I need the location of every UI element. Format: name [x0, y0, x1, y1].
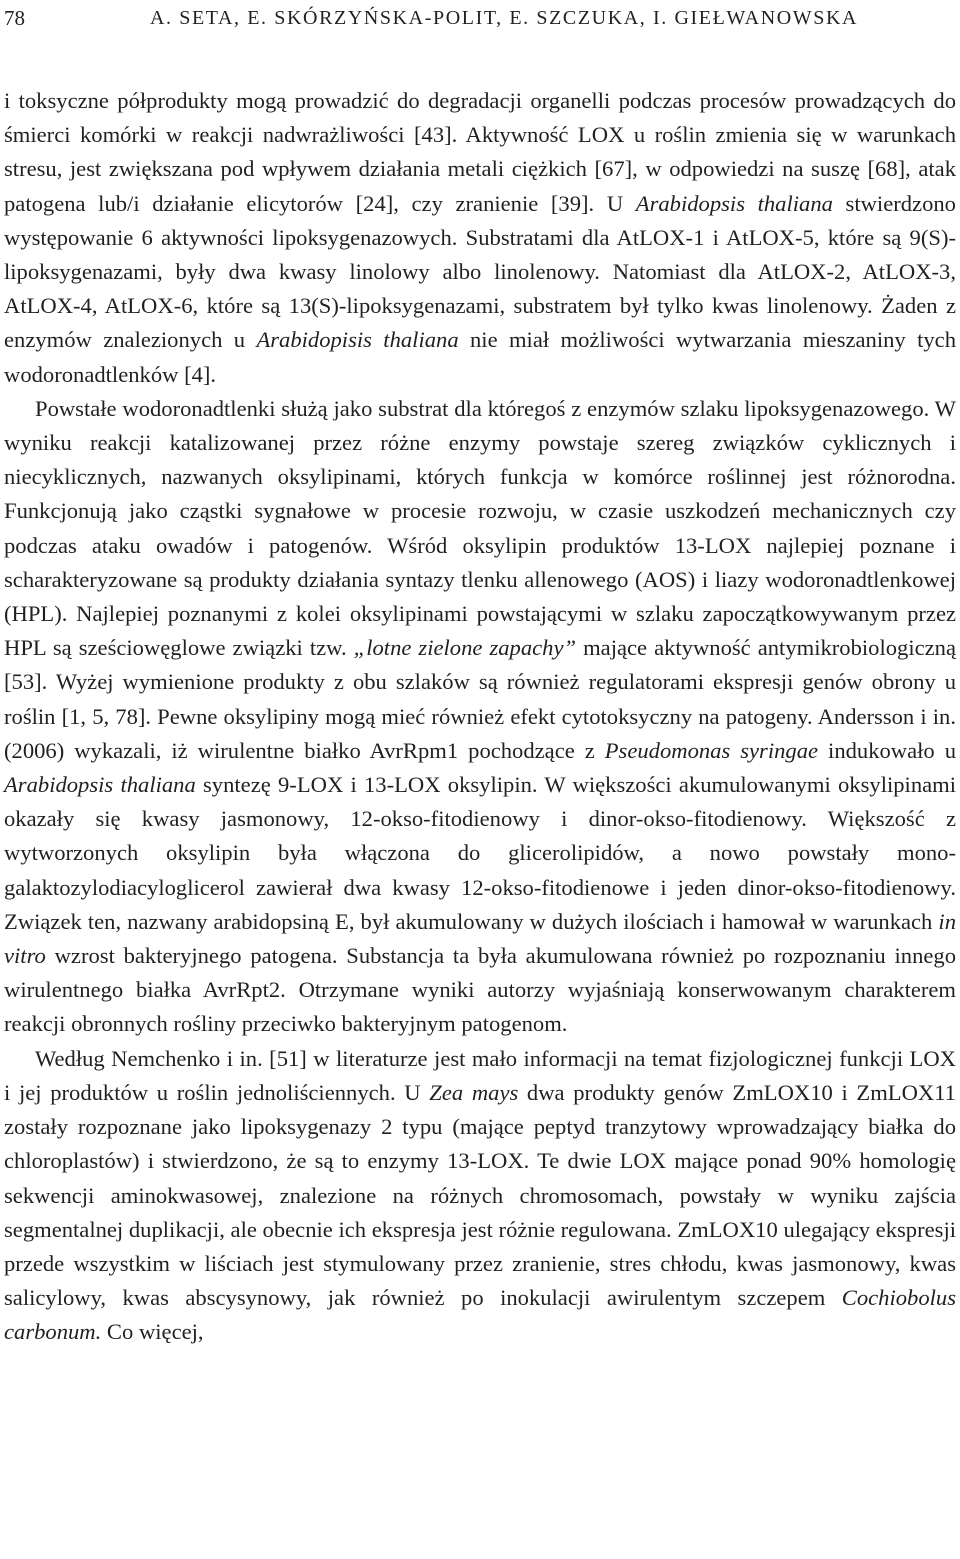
text-segment: Powstałe wodoronadtlenki służą jako substrat dla któregoś z enzymów szlaku lipoksygenazowego. W wyniku reakcji katalizowanej przez różne enzymy powstaje szereg związków cyklicznych i niecyklicznych, nazwanych oksylipinami, których funkcja w komórce roślinnej jest różnorodna. Funkcjonują jako cząstki sygnałowe w procesie rozwoju, w czasie uszkodzeń mechanicznych czy podczas ataku owadów i patogenów. Wśród oksylipin produktów 13-LOX najlepiej poznane i scharakteryzowane są produkty działania syntazy tlenku allenowego (AOS) i liazy wodoronadtlenkowej (HPL). Najlepiej poznanymi z kolei oksylipinami powstającymi w szlaku zapoczątkowywanym przez HPL są sześciowęglowe związki tzw. — [4, 395, 957, 661]
page-header — [4, 4, 956, 34]
text-segment: i toksyczne półprodukty mogą prowadzić do degradacji organelli podczas procesów prowadzących do śmierci komórki w reakcji nadwrażliwości [43]. Aktywność LOX u roślin zmienia się w warunkach stresu, jest zwiększana pod wpływem działania metali ciężkich [67], w odpowiedzi na suszę [68], atak patogena lub/i działanie elicytorów [24], czy zranienie [39]. U — [4, 88, 956, 216]
species-name: Zea mays — [429, 1079, 519, 1105]
species-name: Cochiobolus carbonum. — [4, 1285, 956, 1345]
text-segment: nie miał możliwości wytwarzania mieszaniny tych wodoronadtlenków [4]. — [4, 327, 956, 387]
page-number: 78 — [4, 6, 25, 30]
body-text — [4, 84, 956, 1350]
text-segment: dwa produkty genów ZmLOX10 i ZmLOX11 zostały rozpoznane jako lipoksygenazy 2 typu (mające peptyd tranzytowy wprowadzający białka do chloroplastów) i stwierdzono, że są to enzymy 13-LOX. Te dwie LOX mające ponad 90% homologię sekwencji aminokwasowej, znalezione na różnych chromosomach, powstały w wyniku zajścia segmentalnej duplikacji, ale obecnie ich ekspresja jest różnie regulowana. ZmLOX10 ulegający ekspresji przede wszystkim w liściach jest stymulowany przez zranienie, stres chłodu, kwas jasmonowy, kwas salicylowy, kwas abscysynowy, jak również po inokulacji awirulentym szczepem — [4, 1079, 956, 1311]
text-segment: stwierdzono występowanie 6 aktywności lipoksygenazowych. Substratami dla AtLOX-1 i AtLOX-5, które są 9(S)-lipoksygenazami, były dwa kwasy linolowy albo linolenowy. Natomiast dla AtLOX-2, AtLOX-3, AtLOX-4, AtLOX-6, które są 13(S)-lipoksygenazami, substratem był tylko kwas linolenowy. Żaden z enzymów znalezionych u — [4, 190, 956, 353]
text-segment: syntezę 9-LOX i 13-LOX oksylipin. W większości akumulowanymi oksylipinami okazały się kwasy jasmonowy, 12-okso-fitodienowy i dinor-okso-fitodienowy. Większość z wytworzonych oksylipin była włączona do glicerolipidów, a nowo powstały mono-galaktozylodiacyloglicerol zawierał dwa kwasy 12-okso-fitodienowe i jeden dinor-okso-fitodienowy. Związek ten, nazwany arabidopsiną E, był akumulowany w dużych ilościach i hamował w warunkach — [4, 772, 956, 934]
text-segment: indukowało u — [818, 737, 956, 763]
species-name: Arabidopsis thaliana — [635, 190, 833, 216]
paragraph-2 — [4, 392, 956, 1042]
paragraph-3 — [4, 1042, 956, 1350]
text-segment: Według Nemchenko i in. [51] w literaturze jest mało informacji na temat fizjologicznej funkcji LOX i jej produktów u roślin jednoliściennych. U — [4, 1045, 956, 1105]
species-name: Arabidopsis thaliana — [4, 772, 196, 798]
running-head-authors: A. SETA, E. SKÓRZYŃSKA-POLIT, E. SZCZUKA, I. GIEŁWANOWSKA — [150, 7, 859, 29]
text-segment: mające aktywność antymikrobiologiczną [53]. Wyżej wymienione produkty z obu szlaków są również regulatorami ekspresji genów obrony u roślin [1, 5, 78]. Pewne oksylipiny mogą mieć również efekt cytotoksyczny na patogeny. Andersson i in. (2006) wykazali, iż wirulentne białko AvrRpm1 pochodzące z — [4, 635, 957, 763]
italic-phrase: in vitro — [4, 908, 956, 969]
italic-phrase: „lotne zielone zapachy” — [353, 635, 577, 661]
text-segment: Co więcej, — [101, 1319, 204, 1345]
species-name: Pseudomonas syringae — [604, 737, 819, 763]
species-name: Arabidopisis thaliana — [256, 327, 459, 353]
paragraph-1 — [4, 84, 956, 392]
text-segment: wzrost bakteryjnego patogena. Substancja ta była akumulowana również po rozpoznaniu innego wirulentnego białka AvrRpt2. Otrzymane wyniki autorzy wyjaśniają konserwowanym charakterem reakcji obronnych rośliny przeciwko bakteryjnym patogenom. — [4, 943, 956, 1037]
